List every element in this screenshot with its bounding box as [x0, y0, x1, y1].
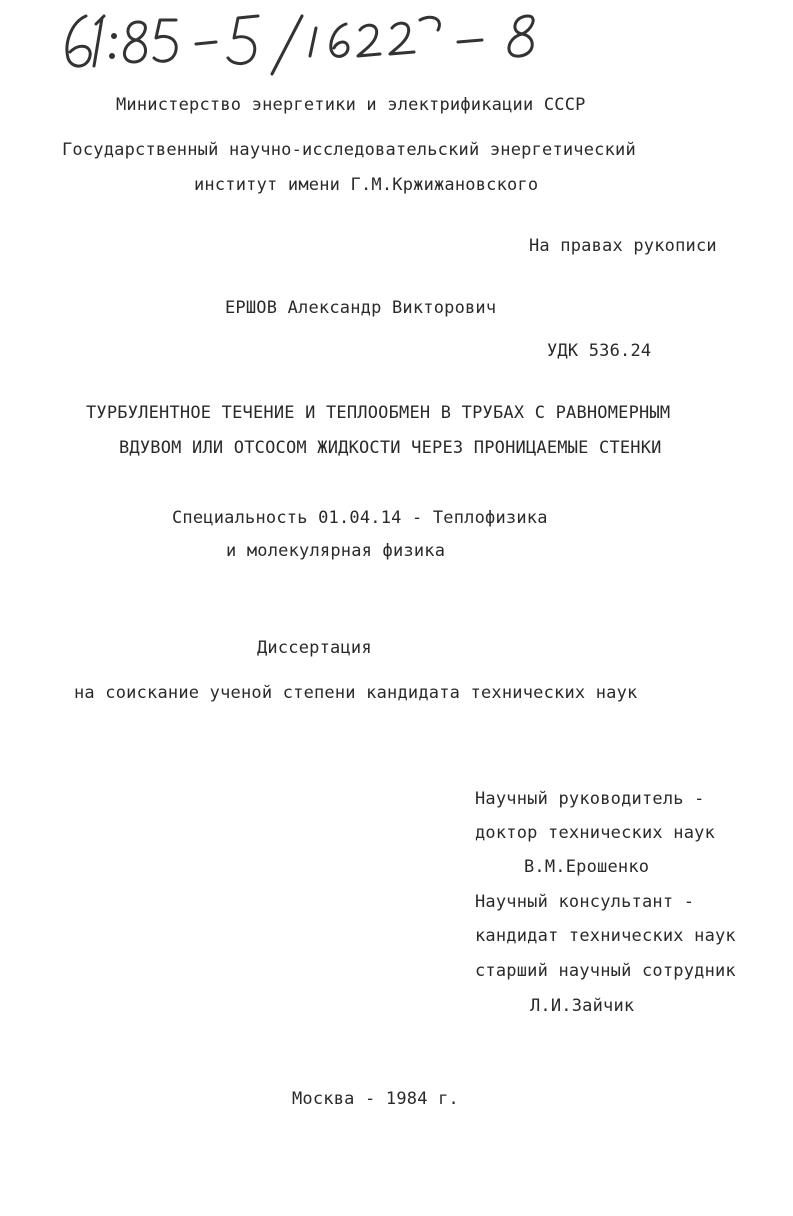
handwritten-archive-mark [58, 8, 578, 80]
author-name: ЕРШОВ Александр Викторович [225, 298, 497, 318]
consultant-name: Л.И.Зайчик [530, 996, 635, 1016]
supervisor-role: Научный руководитель - [475, 789, 705, 809]
dissertation-label: Диссертация [257, 638, 372, 658]
ministry-line: Министерство энергетики и электрификации СССР [116, 95, 586, 115]
dissertation-title-line-2: ВДУВОМ ИЛИ ОТСОСОМ ЖИДКОСТИ ЧЕРЕЗ ПРОНИЦАЕМЫЕ СТЕНКИ [119, 438, 662, 458]
consultant-degree: кандидат технических наук [475, 926, 736, 946]
institute-line-2: институт имени Г.М.Кржижановского [194, 175, 539, 195]
city-year: Москва - 1984 г. [292, 1089, 459, 1109]
dissertation-title-line-1: ТУРБУЛЕНТНОЕ ТЕЧЕНИЕ И ТЕПЛООБМЕН В ТРУБАХ С РАВНОМЕРНЫМ [86, 403, 671, 423]
specialty-line-1: Специальность 01.04.14 - Теплофизика [172, 508, 548, 528]
manuscript-note: На правах рукописи [529, 236, 717, 256]
specialty-line-2: и молекулярная физика [226, 541, 446, 561]
supervisor-degree: доктор технических наук [475, 823, 716, 843]
consultant-role: Научный консультант - [475, 892, 695, 912]
consultant-title: старший научный сотрудник [475, 961, 736, 981]
institute-line-1: Государственный научно-исследовательский энергетический [62, 140, 636, 160]
supervisor-name: В.М.Ерошенко [524, 857, 650, 877]
udc-code: УДК 536.24 [547, 341, 652, 361]
dissertation-purpose: на соискание ученой степени кандидата технических наук [74, 683, 638, 703]
handwritten-archive-mark-drawing [58, 8, 578, 80]
